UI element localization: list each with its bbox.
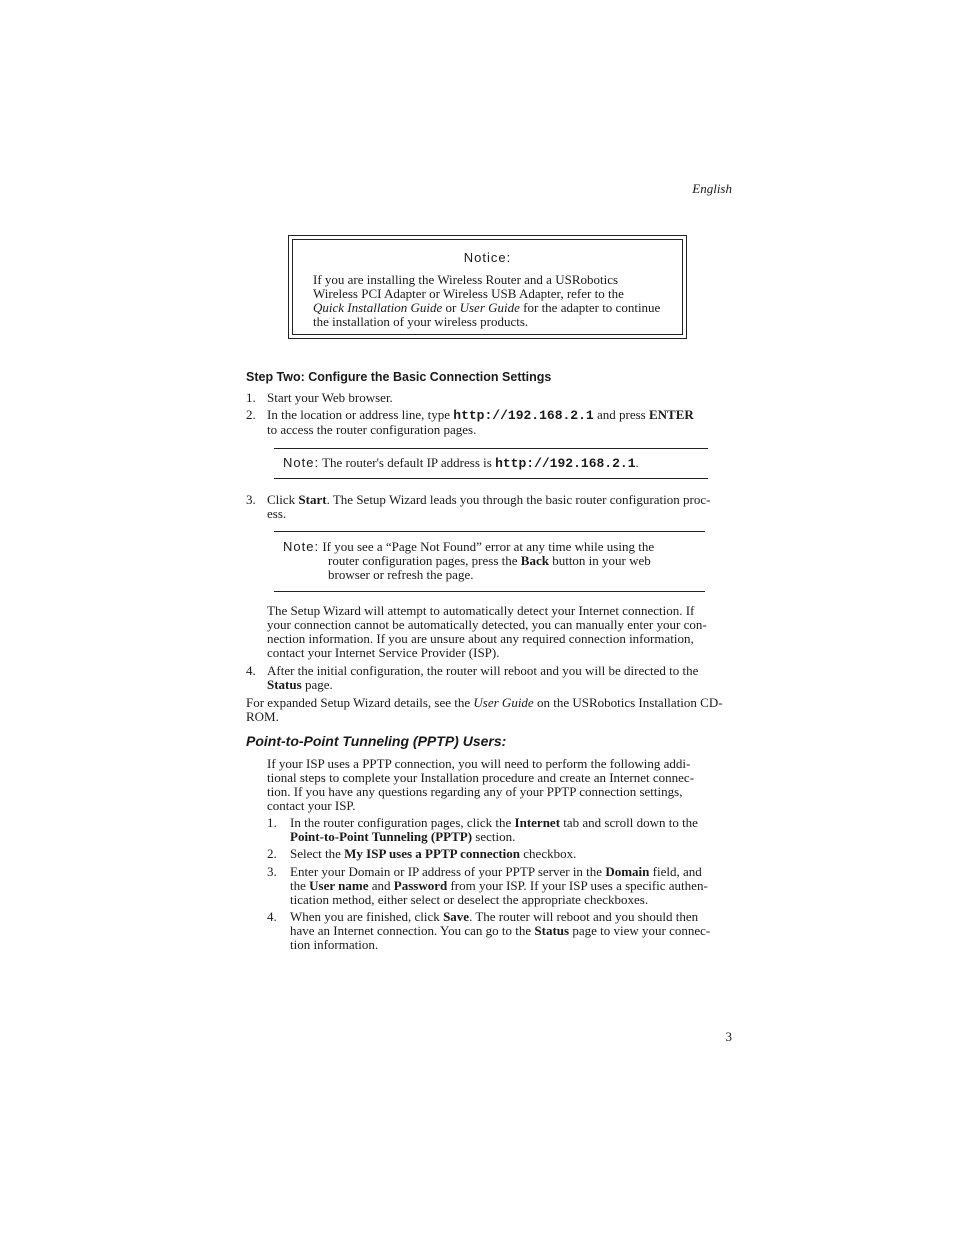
step-text-part: . The router will reboot and you should then xyxy=(469,909,699,924)
step-text-part: Click xyxy=(267,492,299,507)
notice-body xyxy=(313,273,673,329)
step-text-part: and press xyxy=(593,407,649,422)
start-label: Start xyxy=(298,492,327,507)
step-number: 1. xyxy=(267,815,277,830)
step-text-part: the xyxy=(290,878,310,893)
status-label: Status xyxy=(534,923,570,938)
domain-field-label: Domain xyxy=(605,864,650,879)
paragraph-line: tion. If you have any questions regarding any of your PPTP connection settings, xyxy=(267,784,683,799)
section-heading-pptp: Point-to-Point Tunneling (PPTP) Users: xyxy=(246,733,507,749)
step-text-part: field, and xyxy=(649,864,702,879)
step-text-line2 xyxy=(290,924,710,938)
step-text-part: and xyxy=(368,878,394,893)
note-page-not-found xyxy=(283,540,654,554)
expanded-details xyxy=(246,696,723,710)
pptp-intro xyxy=(267,757,737,813)
router-url: http://192.168.2.1 xyxy=(495,456,636,471)
notice-box xyxy=(288,235,687,339)
step-text: Start your Web browser. xyxy=(267,390,393,405)
note-label: Note: xyxy=(283,539,320,554)
notice-line: If you are installing the Wireless Router and a USRobotics xyxy=(313,272,619,287)
notice-line: the installation of your wireless products. xyxy=(313,314,529,329)
step-text-line2 xyxy=(290,830,515,844)
user-guide-ref: User Guide xyxy=(459,300,520,315)
step-text: After the initial configuration, the router will reboot and you will be directed to the xyxy=(267,663,699,678)
note-text-line2 xyxy=(328,554,651,568)
expanded-details-line2: ROM. xyxy=(246,709,279,724)
step-text-part: section. xyxy=(472,829,516,844)
paragraph-line: tional steps to complete your Installation procedure and create an Internet connec- xyxy=(267,770,695,785)
status-label: Status xyxy=(267,677,302,692)
paragraph-line: The Setup Wizard will attempt to automatically detect your Internet connection. If xyxy=(267,603,695,618)
step-number: 3. xyxy=(267,864,277,879)
step-text-part: from your ISP. If your ISP uses a specific authen- xyxy=(447,878,708,893)
step-number: 4. xyxy=(267,909,277,924)
quick-install-guide-ref: Quick Installation Guide xyxy=(313,300,443,315)
step-text xyxy=(267,408,694,423)
paragraph-text: on the USRobotics Installation CD- xyxy=(533,695,723,710)
step-text-part: page. xyxy=(301,677,333,692)
step-number: 1. xyxy=(246,390,256,405)
router-url: http://192.168.2.1 xyxy=(453,408,594,423)
internet-tab-label: Internet xyxy=(514,815,561,830)
user-guide-ref: User Guide xyxy=(473,695,534,710)
step-text-line2 xyxy=(267,678,333,692)
step-number: 2. xyxy=(267,846,277,861)
pptp-section-label: Point-to-Point Tunneling (PPTP) xyxy=(290,829,473,844)
step-text-line2: to access the router configuration pages. xyxy=(267,422,477,437)
divider xyxy=(274,591,705,592)
username-label: User name xyxy=(309,878,369,893)
step-text xyxy=(290,816,698,830)
step-text-part: In the router configuration pages, click the xyxy=(290,815,515,830)
notice-line: Wireless PCI Adapter or Wireless USB Adapter, refer to the xyxy=(313,286,624,301)
enter-key: ENTER xyxy=(648,407,694,422)
step-text-part: Select the xyxy=(290,846,345,861)
paragraph-text: For expanded Setup Wizard details, see the xyxy=(246,695,474,710)
note-text: button in your web xyxy=(548,553,651,568)
notice-text: or xyxy=(442,300,460,315)
save-label: Save xyxy=(443,909,470,924)
notice-line xyxy=(313,301,673,315)
step-text-part: have an Internet connection. You can go to the xyxy=(290,923,535,938)
note-text: router configuration pages, press the xyxy=(328,553,521,568)
step-text xyxy=(290,865,702,879)
divider xyxy=(274,478,708,479)
divider xyxy=(274,531,705,532)
note-default-ip xyxy=(283,456,639,471)
step-text-part: . The Setup Wizard leads you through the basic router configuration proc- xyxy=(326,492,711,507)
notice-title: Notice: xyxy=(463,250,512,265)
step-text-line2 xyxy=(290,879,708,893)
step-number: 4. xyxy=(246,663,256,678)
note-text: The router's default IP address is xyxy=(322,455,496,470)
paragraph-line: contact your ISP. xyxy=(267,798,356,813)
divider xyxy=(274,448,708,449)
paragraph-line: your connection cannot be automatically detected, you can manually enter your con- xyxy=(267,617,707,632)
section-heading-step-two: Step Two: Configure the Basic Connection Settings xyxy=(246,370,552,384)
step-number: 2. xyxy=(246,407,256,422)
note-text-line3: browser or refresh the page. xyxy=(328,567,474,582)
step-text-part: Enter your Domain or IP address of your PPTP server in the xyxy=(290,864,606,879)
password-label: Password xyxy=(393,878,448,893)
paragraph-line: nection information. If you are unsure about any required connection information, xyxy=(267,631,694,646)
step-text-part: In the location or address line, type xyxy=(267,407,454,422)
note-text: If you see a “Page Not Found” error at any time while using the xyxy=(322,539,655,554)
notice-inner-frame xyxy=(292,239,683,335)
note-text: . xyxy=(635,455,639,470)
step-text-part: When you are finished, click xyxy=(290,909,444,924)
step-text-part: checkbox. xyxy=(520,846,577,861)
step-text-line3: tication method, either select or deselect the appropriate checkboxes. xyxy=(290,892,649,907)
step-text xyxy=(290,910,698,924)
note-label: Note: xyxy=(283,455,320,470)
paragraph-line: If your ISP uses a PPTP connection, you will need to perform the following addi- xyxy=(267,756,691,771)
step-text-line2: ess. xyxy=(267,506,287,521)
paragraph-line: contact your Internet Service Provider (ISP). xyxy=(267,645,500,660)
step-text xyxy=(267,493,710,507)
step-text xyxy=(290,847,576,861)
notice-text: for the adapter to continue xyxy=(519,300,661,315)
page-number: 3 xyxy=(725,1029,732,1044)
step-number: 3. xyxy=(246,492,256,507)
language-label: English xyxy=(692,181,732,196)
step-text-part: page to view your connec- xyxy=(569,923,711,938)
back-label: Back xyxy=(520,553,549,568)
wizard-paragraph xyxy=(267,604,737,660)
step-text-line3: tion information. xyxy=(290,937,379,952)
pptp-checkbox-label: My ISP uses a PPTP connection xyxy=(344,846,521,861)
step-text-part: tab and scroll down to the xyxy=(560,815,698,830)
